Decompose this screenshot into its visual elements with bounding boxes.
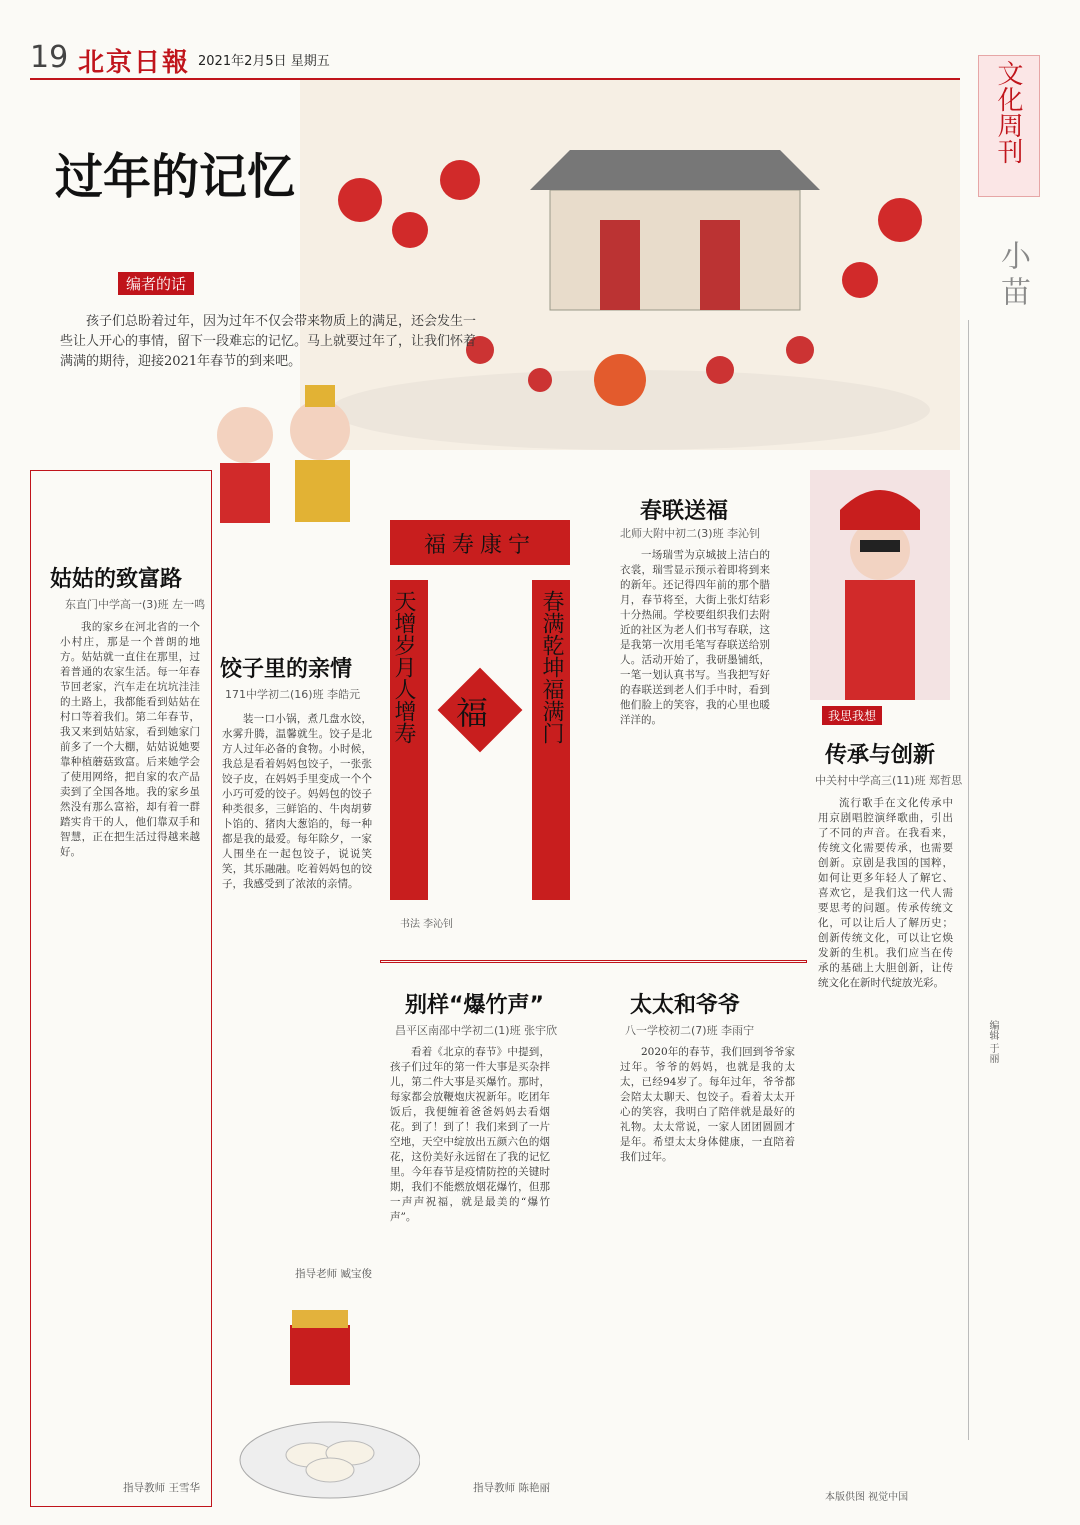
new-year-illustration: [300, 80, 960, 450]
article-title: 春联送福: [640, 499, 729, 524]
calligraphy-credit: 书法 李沁钊: [400, 919, 454, 930]
article-body: [60, 620, 200, 1470]
article-body: [818, 796, 953, 1436]
article-paragraph: 我的家乡在河北省的一个小村庄，那是一个普朗的地方。姑姑就一直住在那里，过着普通的农家生活。每一年春节回老家，汽车走在坑坑洼洼的土路上，我都能看到姑姑在村口等着我们。第二年春节，我又来到姑姑家，看到她家门前多了一个大棚，姑姑说她要靠种植蘑菇致富。后来她学会了使用网络，把自家的农产品卖到了全国各地。我的家乡虽然没有那么富裕，却有着一群踏实肯干的人，他们靠双手和智慧，正在把生活过得越来越好。: [60, 621, 200, 858]
peking-opera-illustration: [810, 470, 950, 700]
article-body: [390, 1045, 550, 1475]
couplet-right-scroll: 春满乾坤福满门: [539, 590, 564, 744]
article-title: 传承与创新: [825, 743, 936, 768]
couplet-top-scroll: 福寿康宁: [423, 533, 536, 558]
article-byline: 东直门中学高一(3)班 左一鸣: [65, 598, 206, 611]
article-paragraph: 看着《北京的春节》中提到，孩子们过年的第一件大事是买杂拌儿，第二件大事是买爆竹。那时，每家都会放鞭炮庆祝新年。吃团年饭后，我便缠着爸爸妈妈去看烟花。到了！到了！我们来到了一片空地，天空中绽放出五颜六色的烟花，这份美好永远留在了我的记忆里。今年春节是疫情防控的关键时期，我们不能燃放烟花爆竹，但那一声声祝福，就是最美的“爆竹声”。: [390, 1046, 550, 1223]
article-title: 别样“爆竹声”: [405, 993, 544, 1018]
column-divider: [968, 320, 969, 1440]
couplet-left-scroll: 天增岁月人增寿: [391, 590, 416, 744]
newspaper-name: 北京日報: [78, 48, 191, 78]
article-body: [222, 712, 372, 1262]
article-title: 太太和爷爷: [630, 993, 741, 1018]
article-paragraph: 装一口小锅，煮几盘水饺，水雾升腾，温馨就生。饺子是北方人过年必备的食物。小时候，我总是看着妈妈包饺子，一张张饺子皮，在妈妈手里变成一个个小巧可爱的饺子。妈妈包的饺子种类很多，三鲜馅的、牛肉胡萝卜馅的、猪肉大葱馅的，每一种都是我的最爱。每年除夕，一家人围坐在一起包饺子，说说笑笑，其乐融融。吃着妈妈包的饺子，我感受到了浓浓的亲情。: [222, 713, 372, 890]
couplet-center-character: 福: [456, 694, 489, 732]
article-body: [620, 548, 770, 928]
article-paragraph: 2020年的春节，我们回到爷爷家过年。爷爷的妈妈，也就是我的太太，已经94岁了。每年过年，爷爷都会陪太太聊天、包饺子。看着太太开心的笑容，我明白了陪伴就是最好的礼物。太太常说，一家人团团圆圆才是年。希望太太身体健康，一直陪着我们过年。: [620, 1046, 795, 1163]
editor-credit: 编辑 于丽: [987, 1020, 998, 1064]
section-name: 小苗: [995, 240, 1030, 312]
issue-date: 2021年2月5日 星期五: [198, 54, 330, 69]
kids-illustration: [200, 385, 380, 525]
article-body: [620, 1045, 795, 1475]
editor-note-label: 编者的话: [118, 272, 194, 295]
article-footer: 指导教师 王雪华: [123, 1482, 200, 1494]
page-title: 过年的记忆: [55, 149, 296, 205]
image-credit: 本版供图 视觉中国: [825, 1492, 909, 1503]
article-byline: 中关村中学高三(11)班 郑哲思: [815, 774, 963, 787]
article-byline: 171中学初二(16)班 李皓元: [225, 688, 361, 701]
article-footer: 指导老师 臧宝俊: [295, 1268, 372, 1280]
page-number: 19: [30, 40, 69, 75]
article-paragraph: 一场瑞雪为京城披上洁白的衣裳，瑞雪显示预示着即将到来的新年。还记得四年前的那个腊月，春节将至，大街上张灯结彩十分热闹。学校要组织我们去附近的社区为老人们书写春联，这是我第一次用毛笔写春联送给别人。活动开始了，我研墨铺纸，一笔一划认真书写。当我把写好的春联送到老人们手中时，看到他们脸上的笑容，我的心里也暖洋洋的。: [620, 549, 770, 726]
column-title: 文化周刊: [993, 60, 1023, 164]
opinion-label: 我思我想: [822, 706, 882, 725]
article-title: 饺子里的亲情: [220, 657, 353, 682]
article-byline: 八一学校初二(7)班 李雨宁: [625, 1024, 755, 1037]
article-byline: 昌平区南邵中学初二(1)班 张宇欣: [395, 1024, 558, 1037]
article-byline: 北师大附中初二(3)班 李沁钊: [620, 527, 761, 540]
article-paragraph: 流行歌手在文化传承中用京剧唱腔演绎歌曲，引出了不同的声音。在我看来，传统文化需要传承，也需要创新。京剧是我国的国粹，如何让更多年轻人了解它、喜欢它，是我们这一代人需要思考的问题。传承传统文化，可以让后人了解历史；创新传统文化，可以让它焕发新的生机。我们应当在传承的基础上大胆创新，让传统文化在新时代绽放光彩。: [818, 797, 953, 989]
divider: [380, 960, 807, 963]
article-title: 姑姑的致富路: [50, 567, 183, 592]
editor-note-text: 孩子们总盼着过年，因为过年不仅会带来物质上的满足，还会发生一些让人开心的事情，留下一段难忘的记忆。马上就要过年了，让我们怀着满满的期待，迎接2021年春节的到来吧。: [60, 314, 477, 369]
article-footer: 指导教师 陈艳丽: [473, 1482, 550, 1494]
